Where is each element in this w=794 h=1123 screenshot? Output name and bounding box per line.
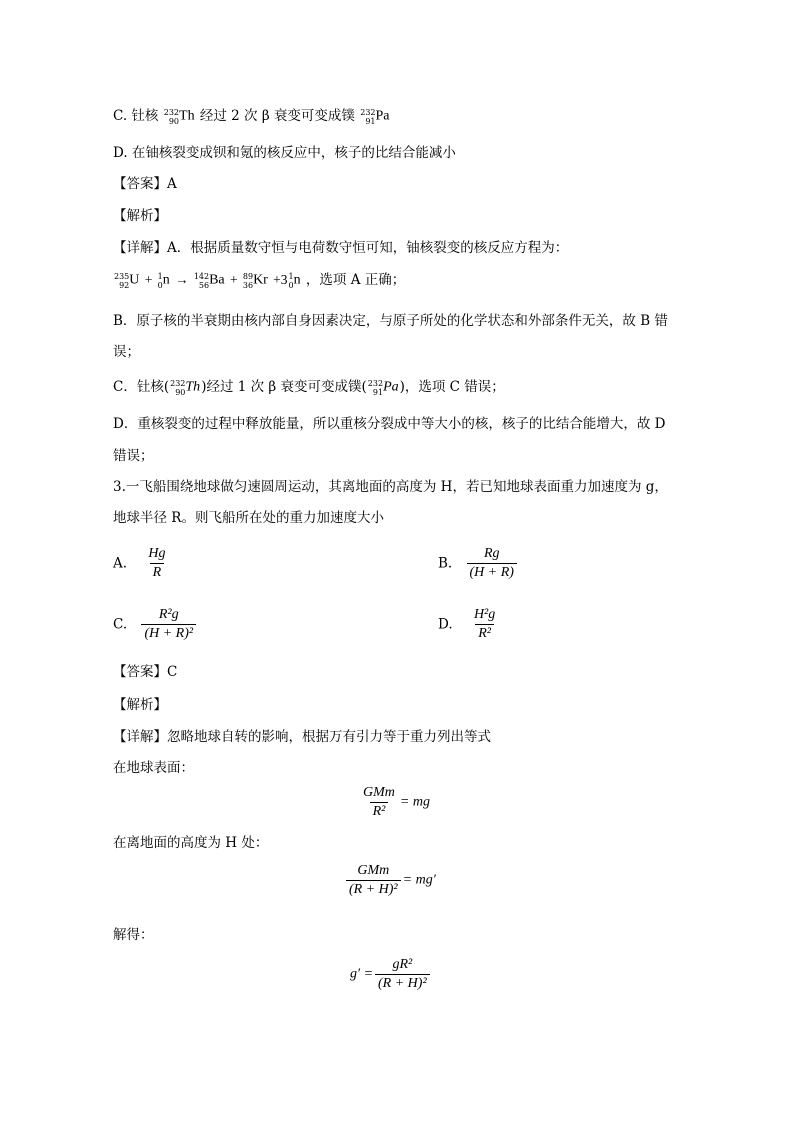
q2-detail-a: 【详解】A．根据质量数守恒与电荷数守恒可知，铀核裂变的核反应方程为： [113, 240, 569, 256]
equation-height: $\frac{\text{GMm}}{\text{(R + H)²}}$ = mg′ [344, 862, 436, 899]
q2-option-c [113, 106, 391, 127]
q2-detail-b-2: 误； [113, 344, 140, 360]
protactinium-nuclide: 232 91Pa [360, 107, 390, 126]
q3-detail: 【详解】忽略地球自转的影响，根据万有引力等于重力列出等式 [113, 729, 491, 745]
equation-surface: $\frac{\text{GMm}}{\text{R²}}$ = mg [363, 785, 430, 819]
q2-analysis-heading: 【解析】 [113, 208, 167, 224]
option-c-label: C. 钍核 [113, 108, 159, 124]
q3-analysis-heading: 【解析】 [113, 697, 167, 713]
surface-label: 在地球表面： [113, 760, 194, 776]
q3-stem-2: 地球半径 R。则飞船所在处的重力加速度大小 [113, 510, 384, 526]
q3-option-c: C. $\frac{\text{R²g}}{\text{(H + R)²}}$ [113, 606, 198, 643]
q2-detail-b-1: B．原子核的半衰期由核内部自身因素决定，与原子所处的化学状态和外部条件无关，故 B 错 [113, 313, 668, 329]
fission-equation: 235 92U + 1 0n → 142 56Ba + 89 36Kr +31 0n ，选项 A 正确； [114, 271, 406, 290]
option-c-text: 经过 2 次 β 衰变可变成镤 [199, 108, 355, 124]
q3-option-b: B. $\frac{Rg}{(H + R)}$ [438, 545, 519, 582]
q2-option-d: D. 在铀核裂变成钡和氪的核反应中，核子的比结合能减小 [113, 145, 456, 161]
solve-label: 解得： [113, 927, 154, 943]
q2-answer: 【答案】A [113, 176, 177, 192]
arrow-icon: → [175, 272, 189, 287]
q2-detail-d-2: 错误； [113, 448, 154, 464]
q3-option-a: A. $\frac{Hg}{R}$ [113, 546, 166, 580]
q3-answer: 【答案】C [113, 664, 178, 680]
q3-option-d: D. $\frac{\text{H²g}}{\text{R²}}$ [438, 607, 496, 641]
q2-detail-c: C．钍核(232 90Th)经过 1 次 β 衰变可变成镤(232 91Pa)，选项 C 错误； [113, 378, 505, 397]
height-label: 在离地面的高度为 H 处： [113, 835, 269, 851]
q3-stem-1: 3.一飞船围绕地球做匀速圆周运动，其离地面的高度为 H，若已知地球表面重力加速度为 g， [113, 479, 668, 495]
equation-result: g′ = $\frac{\text{gR²}}{\text{(R + H)²}}$ [350, 956, 432, 993]
q2-detail-d-1: D．重核裂变的过程中释放能量，所以重核分裂成中等大小的核，核子的比结合能增大，故 D [113, 416, 666, 432]
thorium-nuclide: 232 90Th [163, 107, 195, 126]
